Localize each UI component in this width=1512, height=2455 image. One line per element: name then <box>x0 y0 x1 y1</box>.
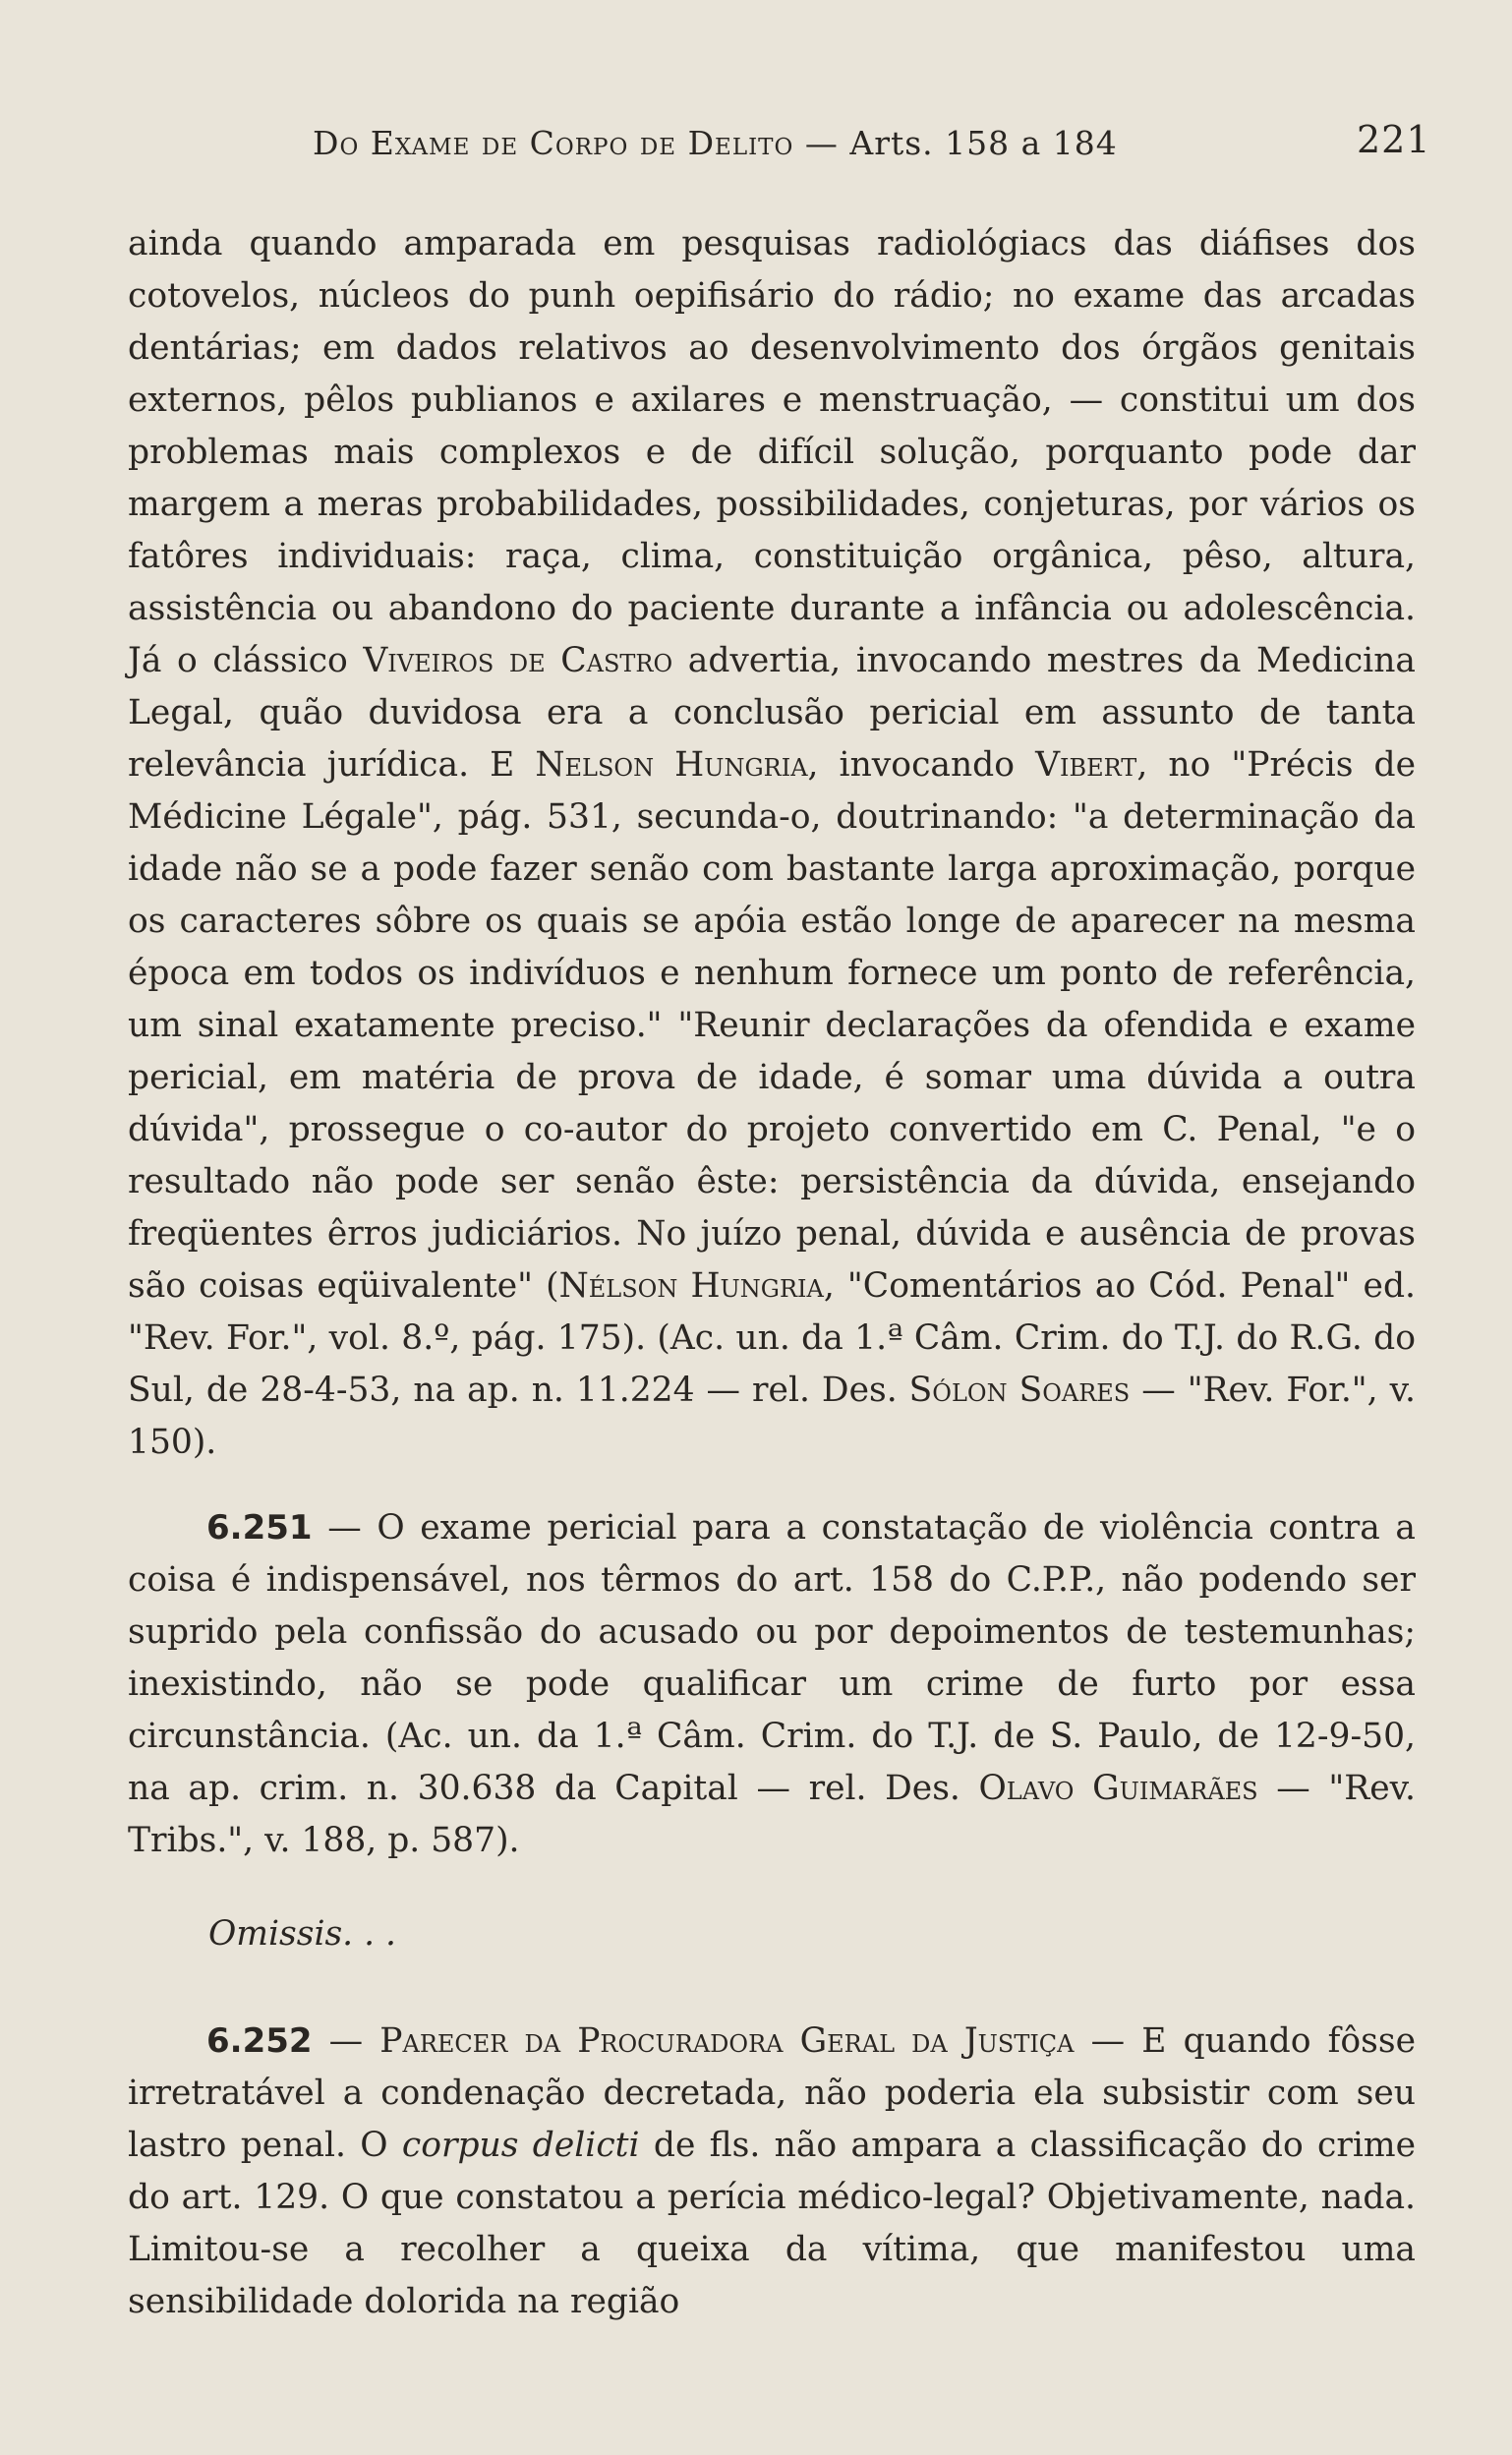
author-name: Olavo Guimarães <box>978 1769 1258 1808</box>
paragraph-continuation <box>128 218 1416 1469</box>
running-head-title: Do Exame de Corpo de Delito <box>313 124 794 162</box>
section-number: 6.252 <box>206 2021 313 2061</box>
section-text: — E quando fôsse irretratável a condenação decretada, não poderia ela subsistir com seu lastro penal. O <box>128 2021 1416 2165</box>
section-heading: — Parecer da Procuradora Geral da Justiça <box>328 2021 1075 2061</box>
running-head-articles: — Arts. 158 a 184 <box>804 124 1118 162</box>
section-text: — "Rev. Tribs.", v. 188, p. 587). <box>128 1769 1417 1860</box>
section-6-251 <box>128 1502 1416 1867</box>
author-name: Sólon Soares <box>908 1371 1131 1410</box>
author-name: Viveiros de Castro <box>363 641 673 680</box>
section-number: 6.251 <box>206 1508 313 1548</box>
author-name: Nelson Hungria <box>535 745 808 785</box>
omissis: Omissis. . . <box>208 1914 397 1954</box>
running-head <box>313 124 1424 162</box>
paragraph-text: , "Comentários ao Cód. Penal" ed. "Rev. For.", vol. 8.º, pág. 175). (Ac. un. da 1.ª Câm. Crim. do T.J. do R.G. do Sul, de 28-4-53, na ap. n. 11.224 — rel. Des. <box>128 1266 1416 1410</box>
paragraph-text: — "Rev. For.", v. 150). <box>128 1371 1416 1462</box>
page-body <box>128 218 1416 2328</box>
section-6-252 <box>128 2016 1416 2328</box>
paragraph-text: ainda quando amparada em pesquisas radiológiacs das diáfises dos cotovelos, núcleos do punh oepifisário do rádio; no exame das arcadas dentárias; em dados relativos ao desenvolvimento dos órgãos genitais externos, pêlos publianos e axilares e menstruação, — constitui um dos problemas mais complexos e de difícil solução, porquanto pode dar margem a meras probabilidades, possibilidades, conjeturas, por vários os fatôres individuais: raça, clima, constituição orgânica, pêso, altura, assistência ou abandono do paciente durante a infância ou adolescência. Já o clássico <box>128 224 1416 680</box>
paragraph-text: , no "Précis de Médicine Légale", pág. 531, secunda-o, doutrinando: "a determinação da idade não se a pode fazer senão com bastante larga aproximação, porque os caracteres sôbre os quais se apóia estão longe de aparecer na mesma época em todos os indivíduos e nenhum fornece um ponto de referência, um sinal exatamente preciso." "Reunir declarações da ofendida e exame pericial, em matéria de prova de idade, é somar uma dúvida a outra dúvida", prossegue o co-autor do projeto convertido em C. Penal, "e o resultado não pode ser senão êste: persistência da dúvida, ensejando freqüentes êrros judiciários. No juízo penal, dúvida e ausência de provas são coisas eqüivalente" ( <box>128 745 1416 1306</box>
section-text: de fls. não ampara a classificação do crime do art. 129. O que constatou a perícia médico-legal? Objetivamente, nada. Limitou-se a recolher a queixa da vítima, que manifestou uma sensibilidade dolorida na região <box>128 2126 1416 2321</box>
author-name: Vibert <box>1035 745 1137 785</box>
paragraph-text: advertia, invocando mestres da Medicina Legal, quão duvidosa era a conclusão pericial em assunto de tanta relevância jurídica. E <box>128 641 1417 785</box>
section-text: — O exame pericial para a constatação de violência contra a coisa é indispensável, nos têrmos do art. 158 do C.P.P., não podendo ser suprido pela confissão do acusado ou por depoimentos de testemunhas; inexistindo, não se pode qualificar um crime de furto por essa circunstância. (Ac. un. da 1.ª Câm. Crim. do T.J. de S. Paulo, de 12-9-50, na ap. crim. n. 30.638 da Capital — rel. Des. <box>128 1508 1416 1808</box>
page-number: 221 <box>1357 118 1431 161</box>
latin-term: corpus delicti <box>401 2126 640 2165</box>
paragraph-text: , invocando <box>807 745 1016 785</box>
author-name: Nélson Hungria <box>558 1266 824 1306</box>
